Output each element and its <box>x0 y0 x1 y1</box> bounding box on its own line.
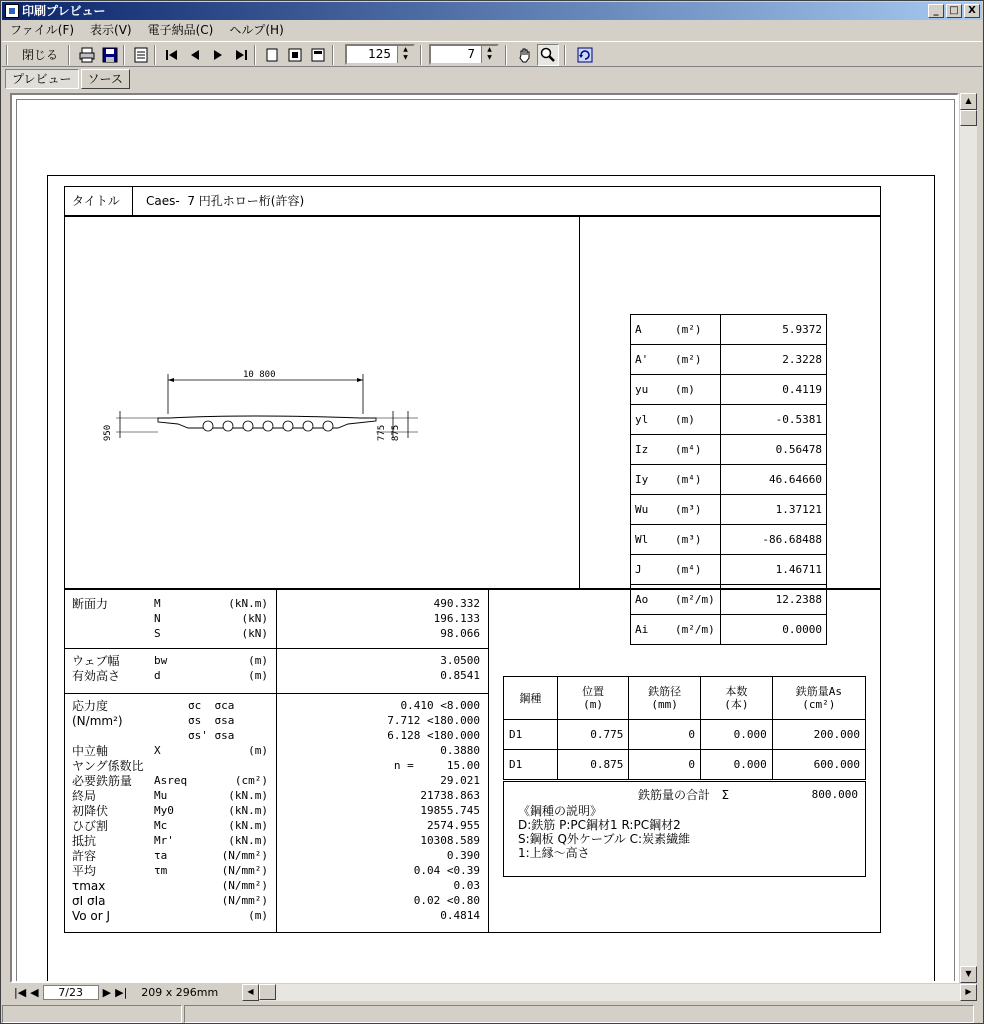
vertical-scrollbar[interactable] <box>960 93 977 983</box>
stress-label: 初降伏 <box>72 804 109 818</box>
property-name <box>631 315 721 345</box>
property-value: 2.3228 <box>721 345 827 375</box>
force-value: 98.066 <box>440 627 480 640</box>
page-value: 7 <box>467 47 475 61</box>
next-page-small-icon[interactable]: ▶ <box>102 986 112 999</box>
rebar-cell: 600.000 <box>772 750 865 780</box>
property-row <box>631 345 827 375</box>
tab-source[interactable]: ソース <box>81 69 130 89</box>
rebar-header-text: 鋼種 <box>519 691 542 705</box>
scroll-up-icon[interactable]: ▲ <box>960 93 977 110</box>
stress-symbol: σs σsa <box>188 714 235 727</box>
dimension-775: 775 <box>377 424 388 442</box>
stress-symbol: τm <box>154 864 168 877</box>
rebar-header <box>772 677 865 720</box>
property-symbol: J <box>635 563 642 576</box>
hand-tool-icon[interactable] <box>514 44 536 66</box>
close-window-button[interactable]: X <box>964 4 980 18</box>
property-row <box>631 405 827 435</box>
property-unit: (m²) <box>675 353 702 366</box>
width-dimension: 10 800 <box>243 370 276 380</box>
rebar-header-text: 鉄筋量As <box>795 685 842 698</box>
refresh-icon[interactable] <box>574 44 596 66</box>
property-unit: (m⁴) <box>675 473 702 486</box>
stress-label: 必要鉄筋量 <box>72 774 133 788</box>
toolbar-separator <box>564 45 566 65</box>
property-name <box>631 555 721 585</box>
web-symbol: d <box>154 669 161 682</box>
stress-symbol: My0 <box>154 804 174 817</box>
rebar-table <box>503 676 866 780</box>
hscroll-thumb[interactable] <box>259 984 276 1000</box>
rebar-header-text: 本数 <box>725 685 748 698</box>
property-value: 12.2388 <box>721 585 827 615</box>
stress-label: ひび割 <box>72 819 109 833</box>
force-unit: (kN.m) <box>228 597 268 610</box>
stress-label: 許容 <box>72 849 97 863</box>
stress-unit: (m) <box>248 909 268 922</box>
property-name <box>631 525 721 555</box>
stress-label: 抵抗 <box>72 834 97 848</box>
force-value: 196.133 <box>433 612 480 625</box>
page-indicator[interactable]: 7/23 <box>43 985 99 1000</box>
stress-label: σI σIa <box>72 894 106 908</box>
property-value: -86.68488 <box>721 525 827 555</box>
rebar-header-text: 鉄筋径 <box>648 685 682 698</box>
horizontal-scrollbar[interactable] <box>242 984 977 1001</box>
stress-symbol: Asreq <box>154 774 188 787</box>
toolbar-separator <box>68 45 70 65</box>
force-value: 490.332 <box>433 597 480 610</box>
property-symbol: yu <box>635 383 649 396</box>
property-unit: (m²/m) <box>675 593 715 606</box>
property-value: 0.56478 <box>721 435 827 465</box>
web-label: 有効高さ <box>72 669 121 683</box>
stress-unit: (m) <box>248 744 268 757</box>
spin-up-icon[interactable]: ▲ <box>487 46 492 53</box>
rebar-header-text: (mm) <box>651 698 678 711</box>
stress-value: 0.3880 <box>440 744 480 757</box>
single-page-icon[interactable] <box>261 44 283 66</box>
spin-up-icon[interactable]: ▲ <box>403 46 408 53</box>
rebar-cell: 200.000 <box>772 720 865 750</box>
force-symbol: S <box>154 627 161 640</box>
property-row <box>631 315 827 345</box>
minimize-button[interactable]: _ <box>928 4 944 18</box>
rebar-note: 《鋼種の説明》 <box>518 804 603 818</box>
stress-label: (N/mm²) <box>72 714 123 728</box>
property-unit: (m³) <box>675 533 702 546</box>
stress-label: ヤング係数比 <box>72 759 144 773</box>
spin-down-icon[interactable]: ▼ <box>487 54 492 61</box>
stress-value: 0.02 <0.80 <box>413 894 480 907</box>
last-page-icon[interactable] <box>230 44 252 66</box>
property-symbol: Iy <box>635 473 649 486</box>
window-title: 印刷プレビュー <box>22 4 106 18</box>
prev-page-small-icon[interactable]: ◀ <box>30 986 39 999</box>
title-bar <box>2 2 982 20</box>
stress-symbol: Mr' <box>154 834 174 847</box>
property-row <box>631 375 827 405</box>
stress-label: 終局 <box>72 789 97 803</box>
property-row <box>631 525 827 555</box>
scroll-left-icon[interactable]: ◀ <box>242 984 259 1001</box>
menu-help[interactable]: ヘルプ(H) <box>229 23 284 37</box>
property-row <box>631 435 827 465</box>
next-page-icon[interactable] <box>207 44 229 66</box>
toolbar-separator <box>123 45 125 65</box>
tab-preview[interactable]: プレビュー <box>5 69 79 89</box>
toolbar-separator <box>154 45 156 65</box>
stress-value: 7.712 <180.000 <box>387 714 480 727</box>
stress-unit: (kN.m) <box>228 834 268 847</box>
rebar-note: 1:上縁～高さ <box>518 846 590 860</box>
property-unit: (m⁴) <box>675 563 702 576</box>
menu-file[interactable]: ファイル(F) <box>10 23 75 37</box>
stress-value: 10308.589 <box>420 834 480 847</box>
property-value: 0.0000 <box>721 615 827 645</box>
print-icon[interactable] <box>76 44 98 66</box>
multi-page-icon[interactable] <box>307 44 329 66</box>
status-cell <box>2 1005 182 1023</box>
maximize-button[interactable]: □ <box>946 4 962 18</box>
property-symbol: Ai <box>635 623 649 636</box>
stress-unit: (N/mm²) <box>221 879 268 892</box>
stress-unit: (N/mm²) <box>221 864 268 877</box>
property-symbol: Wl <box>635 533 649 546</box>
first-page-icon[interactable] <box>161 44 183 66</box>
toolbar-grip <box>6 45 8 65</box>
rebar-total-value: 800.000 <box>811 788 858 801</box>
property-name <box>631 495 721 525</box>
property-symbol: Iz <box>635 443 649 456</box>
view-tabs <box>5 69 132 89</box>
stress-symbol: Mu <box>154 789 168 802</box>
property-value: 46.64660 <box>721 465 827 495</box>
property-name <box>631 405 721 435</box>
preview-pane[interactable] <box>10 93 959 983</box>
web-value: 0.8541 <box>440 669 480 682</box>
stress-value: 0.03 <box>453 879 480 892</box>
rebar-cell: 0 <box>629 750 701 780</box>
property-unit: (m²) <box>675 323 702 336</box>
divider <box>64 648 488 649</box>
stress-unit: (kN.m) <box>228 804 268 817</box>
menu-electronic-delivery[interactable]: 電子納品(C) <box>147 23 214 37</box>
rebar-cell: 0 <box>629 720 701 750</box>
divider <box>579 216 580 589</box>
stress-unit: (cm²) <box>234 774 268 787</box>
rebar-total-label: 鉄筋量の合計 Σ <box>638 788 730 802</box>
stress-symbol: τa <box>154 849 168 862</box>
toolbar-separator <box>332 45 334 65</box>
zoom-value: 125 <box>368 47 391 61</box>
scroll-down-icon[interactable]: ▼ <box>960 966 977 983</box>
web-symbol: bw <box>154 654 168 667</box>
property-unit: (m) <box>675 413 695 426</box>
property-value: 5.9372 <box>721 315 827 345</box>
page-spinner[interactable] <box>481 46 497 63</box>
stress-value: 0.4814 <box>440 909 480 922</box>
force-symbol: N <box>154 612 161 625</box>
web-label: ウェブ幅 <box>72 654 120 668</box>
stress-symbol: Mc <box>154 819 168 832</box>
spin-down-icon[interactable]: ▼ <box>403 54 408 61</box>
stress-label: 中立軸 <box>72 744 109 758</box>
stress-value: 2574.955 <box>427 819 480 832</box>
property-value: 1.37121 <box>721 495 827 525</box>
rebar-row <box>504 750 866 780</box>
title-value: Caes- 7 円孔ホロー桁(許容) <box>146 194 305 208</box>
document-page <box>47 175 935 983</box>
toolbar-separator <box>505 45 507 65</box>
rebar-cell: 0.775 <box>557 720 629 750</box>
save-icon[interactable] <box>99 44 121 66</box>
rebar-header <box>700 677 772 720</box>
status-cell <box>184 1005 974 1023</box>
stress-label: 応力度 <box>72 699 109 713</box>
divider <box>64 693 488 694</box>
force-unit: (kN) <box>241 612 268 625</box>
rebar-cell: 0.875 <box>557 750 629 780</box>
page-navigator <box>10 984 977 1001</box>
stress-label: 平均 <box>72 864 97 878</box>
stress-value: 0.390 <box>446 849 480 862</box>
rebar-row <box>504 720 866 750</box>
dimension-875: 875 <box>391 424 402 442</box>
stress-value: n = 15.00 <box>393 759 480 772</box>
property-symbol: Ao <box>635 593 649 606</box>
property-unit: (m) <box>675 383 695 396</box>
scroll-thumb[interactable] <box>960 110 977 126</box>
property-name <box>631 345 721 375</box>
page-input[interactable] <box>429 44 499 65</box>
divider <box>276 589 277 933</box>
divider <box>488 589 489 933</box>
property-unit: (m²/m) <box>675 623 715 636</box>
property-unit: (m⁴) <box>675 443 702 456</box>
rebar-header <box>629 677 701 720</box>
stress-value: 0.410 <8.000 <box>400 699 480 712</box>
stress-unit: (kN.m) <box>228 789 268 802</box>
stress-value: 19855.745 <box>420 804 480 817</box>
property-name <box>631 375 721 405</box>
stress-value: 6.128 <180.000 <box>387 729 480 742</box>
stress-symbol: X <box>154 744 161 757</box>
page-setup-icon[interactable] <box>130 44 152 66</box>
property-unit: (m³) <box>675 503 702 516</box>
property-row <box>631 465 827 495</box>
stress-label: Vo or J <box>72 909 111 923</box>
web-value: 3.0500 <box>440 654 480 667</box>
title-label: タイトル <box>72 194 120 208</box>
rebar-header-text: (cm²) <box>802 698 836 711</box>
rebar-header-row <box>504 677 866 720</box>
stress-symbol: σs' σsa <box>188 729 235 742</box>
force-unit: (kN) <box>241 627 268 640</box>
first-page-small-icon[interactable]: |◀ <box>14 986 27 999</box>
rebar-header <box>504 677 558 720</box>
prev-page-icon[interactable] <box>184 44 206 66</box>
stress-value: 29.021 <box>440 774 480 787</box>
stress-value: 0.04 <0.39 <box>413 864 480 877</box>
forces-label: 断面力 <box>72 597 109 611</box>
app-icon <box>5 4 19 18</box>
property-name <box>631 465 721 495</box>
property-value: 1.46711 <box>721 555 827 585</box>
property-symbol: A <box>635 323 642 336</box>
stress-symbol: σc σca <box>188 699 235 712</box>
scroll-right-icon[interactable]: ▶ <box>960 984 977 1001</box>
toolbar-separator <box>420 45 422 65</box>
rebar-cell: D1 <box>504 750 558 780</box>
divider <box>132 186 133 216</box>
stress-label: τmax <box>72 879 106 893</box>
rebar-cell: D1 <box>504 720 558 750</box>
rebar-header-text: 位置 <box>582 685 605 698</box>
rebar-header-text: (本) <box>724 698 749 711</box>
zoom-tool-icon[interactable] <box>537 44 559 66</box>
stress-value: 21738.863 <box>420 789 480 802</box>
rebar-header <box>557 677 629 720</box>
stress-unit: (N/mm²) <box>221 849 268 862</box>
rebar-header-text: (m) <box>583 698 603 711</box>
last-page-small-icon[interactable]: ▶| <box>115 986 128 999</box>
rebar-note: D:鉄筋 P:PC鋼材1 R:PC鋼材2 <box>518 818 681 832</box>
property-name <box>631 435 721 465</box>
menu-bar <box>2 21 982 39</box>
close-button[interactable]: 閉じる <box>22 48 59 62</box>
paper-size: 209 x 296mm <box>141 986 219 999</box>
rebar-cell: 0.000 <box>700 720 772 750</box>
force-symbol: M <box>154 597 161 610</box>
menu-view[interactable]: 表示(V) <box>90 23 132 37</box>
page-sheet <box>16 99 955 983</box>
status-bar <box>2 1005 982 1023</box>
zoom-input[interactable] <box>345 44 415 65</box>
rebar-cell: 0.000 <box>700 750 772 780</box>
property-symbol: Wu <box>635 503 649 516</box>
property-symbol: A' <box>635 353 649 366</box>
web-unit: (m) <box>248 669 268 682</box>
property-row <box>631 495 827 525</box>
stress-unit: (kN.m) <box>228 819 268 832</box>
toolbar <box>2 41 982 67</box>
zoom-spinner[interactable] <box>397 46 413 63</box>
two-page-icon[interactable] <box>284 44 306 66</box>
stress-unit: (N/mm²) <box>221 894 268 907</box>
property-row <box>631 555 827 585</box>
height-dimension: 950 <box>103 424 114 442</box>
property-value: -0.5381 <box>721 405 827 435</box>
web-unit: (m) <box>248 654 268 667</box>
toolbar-separator <box>254 45 256 65</box>
rebar-note: S:鋼板 Q外ケーブル C:炭素繊維 <box>518 832 691 846</box>
property-symbol: yl <box>635 413 649 426</box>
property-value: 0.4119 <box>721 375 827 405</box>
